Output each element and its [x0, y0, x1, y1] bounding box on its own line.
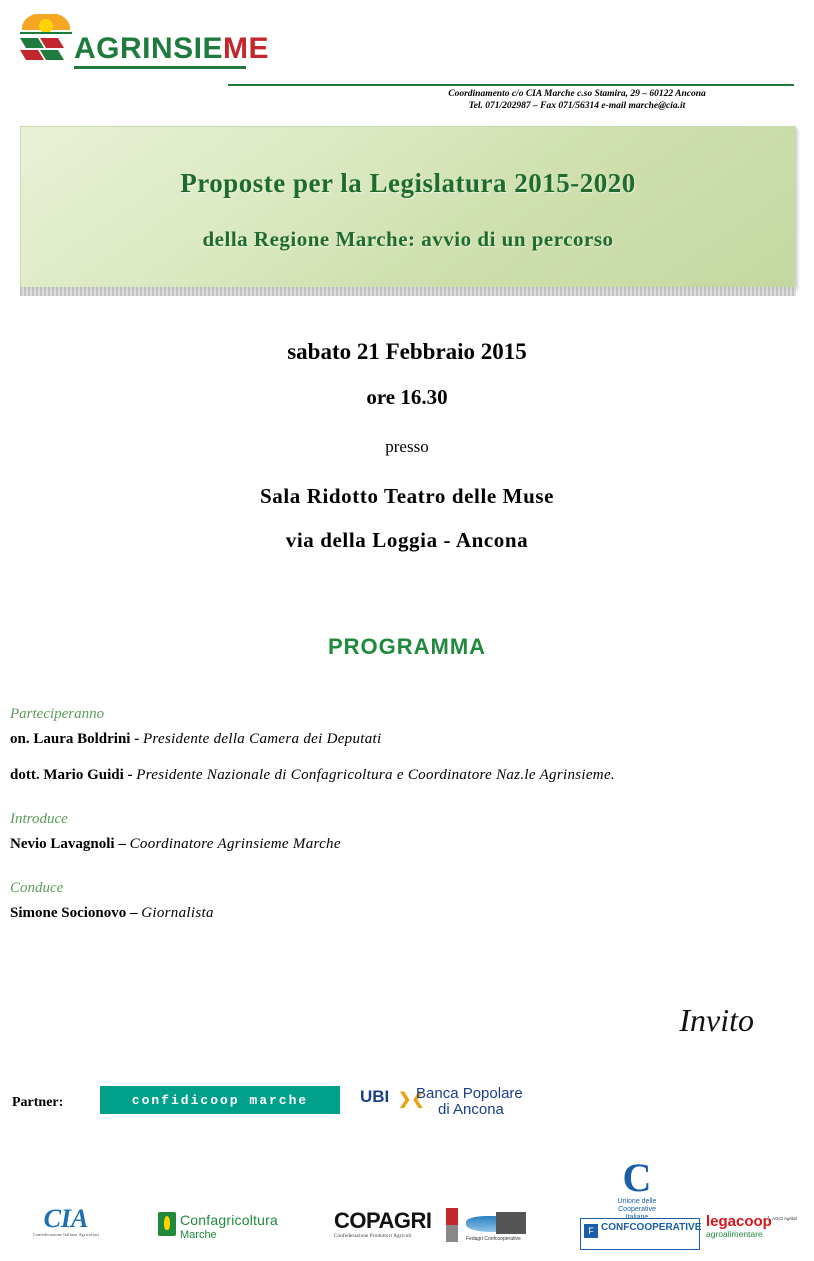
event-time: ore 16.30 [366, 385, 448, 409]
entry-name: Laura Boldrini [33, 731, 131, 747]
fedagri-badge-icon: F [584, 1224, 598, 1238]
confagricoltura-logo [158, 1208, 288, 1252]
programma-section-parteciperanno [10, 706, 800, 785]
confagricoltura-region: Marche [180, 1229, 217, 1241]
title-banner [20, 126, 796, 288]
entry-role: Presidente Nazionale di Confagricoltura e Coordinatore Naz.le Agrinsieme. [136, 767, 615, 783]
confcooperative-mark [592, 1155, 682, 1221]
fedagri-subtitle: Fedagri Confcooperative [466, 1236, 521, 1242]
wordmark-part2: ME [223, 32, 270, 65]
entry-role: Coordinatore Agrinsieme Marche [129, 836, 341, 852]
cia-subtitle: Confederazione Italiana Agricoltori [32, 1232, 100, 1237]
footer-logo-strip [0, 1150, 814, 1260]
entry-prefix: dott. [10, 767, 40, 783]
cia-logo [26, 1206, 106, 1254]
programma-section-conduce [10, 880, 800, 923]
programma-list [10, 706, 800, 939]
programma-entry [10, 729, 800, 749]
agrinsieme-wordmark [74, 32, 269, 66]
programma-entry [10, 903, 800, 923]
event-venue-name: Sala Ridotto Teatro delle Muse [259, 484, 555, 508]
confcooperative-line1: Unione delle [617, 1198, 657, 1205]
entry-separator: - [134, 731, 140, 747]
confcooperative-line2: Cooperative [618, 1206, 656, 1213]
confcooperative-line3: Italiane [625, 1214, 649, 1221]
programma-heading: PROGRAMMA [327, 634, 487, 659]
cia-wordmark: CIA [43, 1204, 89, 1233]
fedagri-block-icon [496, 1212, 526, 1234]
agci-agrital-text: AGCI Agrital [768, 1216, 804, 1221]
agrinsieme-logo-icon [18, 14, 74, 66]
invito-label: Invito [679, 1002, 754, 1038]
entry-role: Giornalista [141, 905, 214, 921]
document-header [0, 0, 814, 110]
event-venue-address: via della Loggia - Ancona [285, 528, 529, 552]
programma-entry [10, 834, 800, 854]
contact-phone-email: Tel. 071/202987 – Fax 071/56314 e-mail marche@cia.it [468, 101, 686, 111]
copagri-bar-icon [446, 1208, 458, 1242]
ubi-wordmark: UBI [360, 1087, 390, 1106]
entry-separator: - [127, 767, 133, 783]
entry-name: Nevio Lavagnoli [10, 836, 115, 852]
wordmark-part1: AGRINSIE [74, 32, 224, 65]
confidicoop-marche-logo: confidicoop marche [100, 1086, 340, 1114]
fedagri-logo [466, 1212, 566, 1250]
copagri-wordmark: COPAGRI [334, 1208, 432, 1233]
confcooperative-fedagri-logo [580, 1218, 700, 1250]
ubi-bank-line1: Banca Popolare [416, 1085, 523, 1102]
entry-name: Mario Guidi [43, 767, 124, 783]
banner-title-line1: Proposte per la Legislatura 2015-2020 [180, 168, 636, 198]
header-divider [228, 84, 794, 86]
partner-label: Partner: [12, 1095, 64, 1110]
entry-separator: – [118, 836, 126, 852]
event-details [0, 330, 814, 562]
copagri-logo [334, 1208, 454, 1250]
logo-underline [74, 66, 246, 69]
confcooperative-c-icon: C [622, 1155, 652, 1200]
header-contact-info [362, 88, 792, 112]
entry-role: Presidente della Camera dei Deputati [142, 731, 382, 747]
contact-address: Coordinamento c/o CIA Marche c.so Stamira, 29 – 60122 Ancona [448, 89, 706, 99]
agrinsieme-logo [18, 14, 270, 76]
ubi-banca-popolare-ancona-logo [360, 1086, 540, 1122]
event-presso-label: presso [385, 437, 429, 456]
agci-agrital-logo [768, 1216, 804, 1242]
ubi-bank-line2: di Ancona [438, 1101, 504, 1118]
confagricoltura-wordmark: Confagricoltura [180, 1212, 278, 1228]
partner-row [12, 1086, 802, 1126]
ubi-bank-name [416, 1086, 523, 1118]
legacoop-wordmark: legacoop [706, 1213, 772, 1230]
event-date: sabato 21 Febbraio 2015 [287, 339, 527, 364]
programma-entry [10, 765, 800, 785]
ubi-arrow-icon: ❯❮ [398, 1091, 425, 1108]
section-heading: Parteciperanno [10, 706, 105, 722]
confagricoltura-icon [158, 1212, 176, 1236]
programma-section-introduce [10, 811, 800, 854]
legacoop-subtitle: agroalimentare [706, 1229, 763, 1239]
section-heading: Introduce [10, 811, 68, 827]
section-heading: Conduce [10, 880, 64, 896]
banner-title-line2: della Regione Marche: avvio di un percorso [202, 227, 614, 251]
entry-name: Simone Socionovo [10, 905, 127, 921]
copagri-subtitle: Confederazione Produttori Agricoli [334, 1234, 412, 1239]
banner-shadow-strip [20, 287, 796, 296]
entry-separator: – [130, 905, 138, 921]
entry-prefix: on. [10, 731, 30, 747]
confcooperative-wordmark: CONFCOOPERATIVE [601, 1222, 702, 1233]
